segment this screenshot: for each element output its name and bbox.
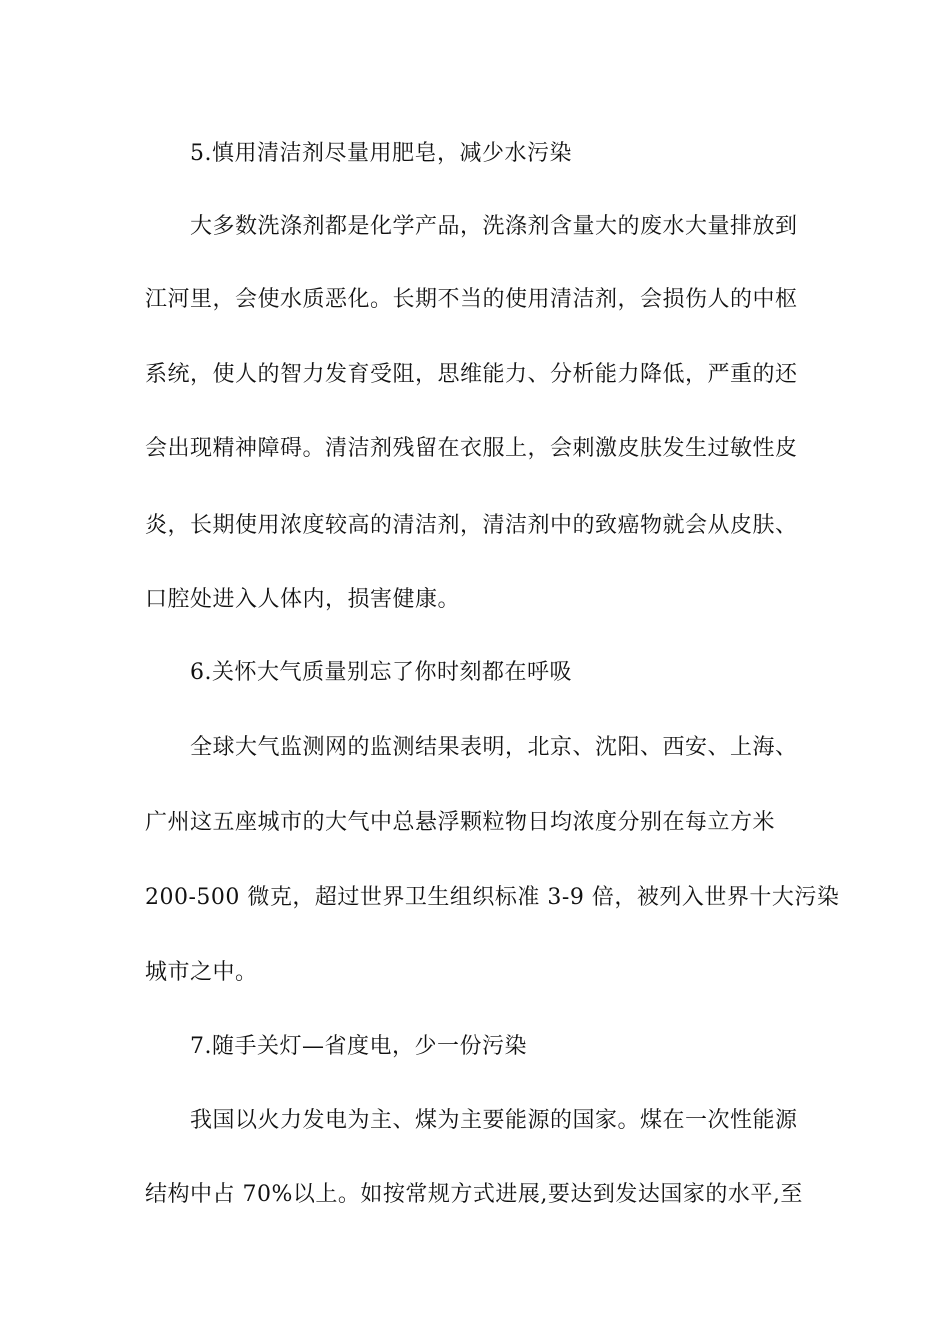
paragraph-line: 大多数洗涤剂都是化学产品，洗涤剂含量大的废水大量排放到 — [190, 214, 798, 239]
paragraph-line: 口腔处进入人体内，损害健康。 — [145, 587, 461, 612]
section-heading-7: 7.随手关灯—省度电，少一份污染 — [190, 1034, 527, 1059]
paragraph-line: 江河里，会使水质恶化。长期不当的使用清洁剂，会损伤人的中枢 — [145, 287, 798, 312]
paragraph-line: 炎，长期使用浓度较高的清洁剂，清洁剂中的致癌物就会从皮肤、 — [145, 513, 798, 538]
paragraph-line: 结构中占 70%以上。如按常规方式进展,要达到发达国家的水平,至 — [145, 1182, 803, 1207]
section-heading-6: 6.关怀大气质量别忘了你时刻都在呼吸 — [190, 660, 572, 685]
paragraph-line: 会出现精神障碍。清洁剂残留在衣服上，会刺激皮肤发生过敏性皮 — [145, 436, 798, 461]
paragraph-line: 200-500 微克，超过世界卫生组织标准 3-9 倍，被列入世界十大污染 — [145, 885, 840, 910]
paragraph-line: 城市之中。 — [145, 960, 258, 985]
section-heading-5: 5.慎用清洁剂尽量用肥皂，减少水污染 — [190, 141, 572, 166]
paragraph-line: 系统，使人的智力发育受阻，思维能力、分析能力降低，严重的还 — [145, 362, 798, 387]
paragraph-line: 我国以火力发电为主、煤为主要能源的国家。煤在一次性能源 — [190, 1108, 798, 1133]
paragraph-line: 广州这五座城市的大气中总悬浮颗粒物日均浓度分别在每立方米 — [145, 810, 776, 835]
paragraph-line: 全球大气监测网的监测结果表明，北京、沈阳、西安、上海、 — [190, 735, 798, 760]
